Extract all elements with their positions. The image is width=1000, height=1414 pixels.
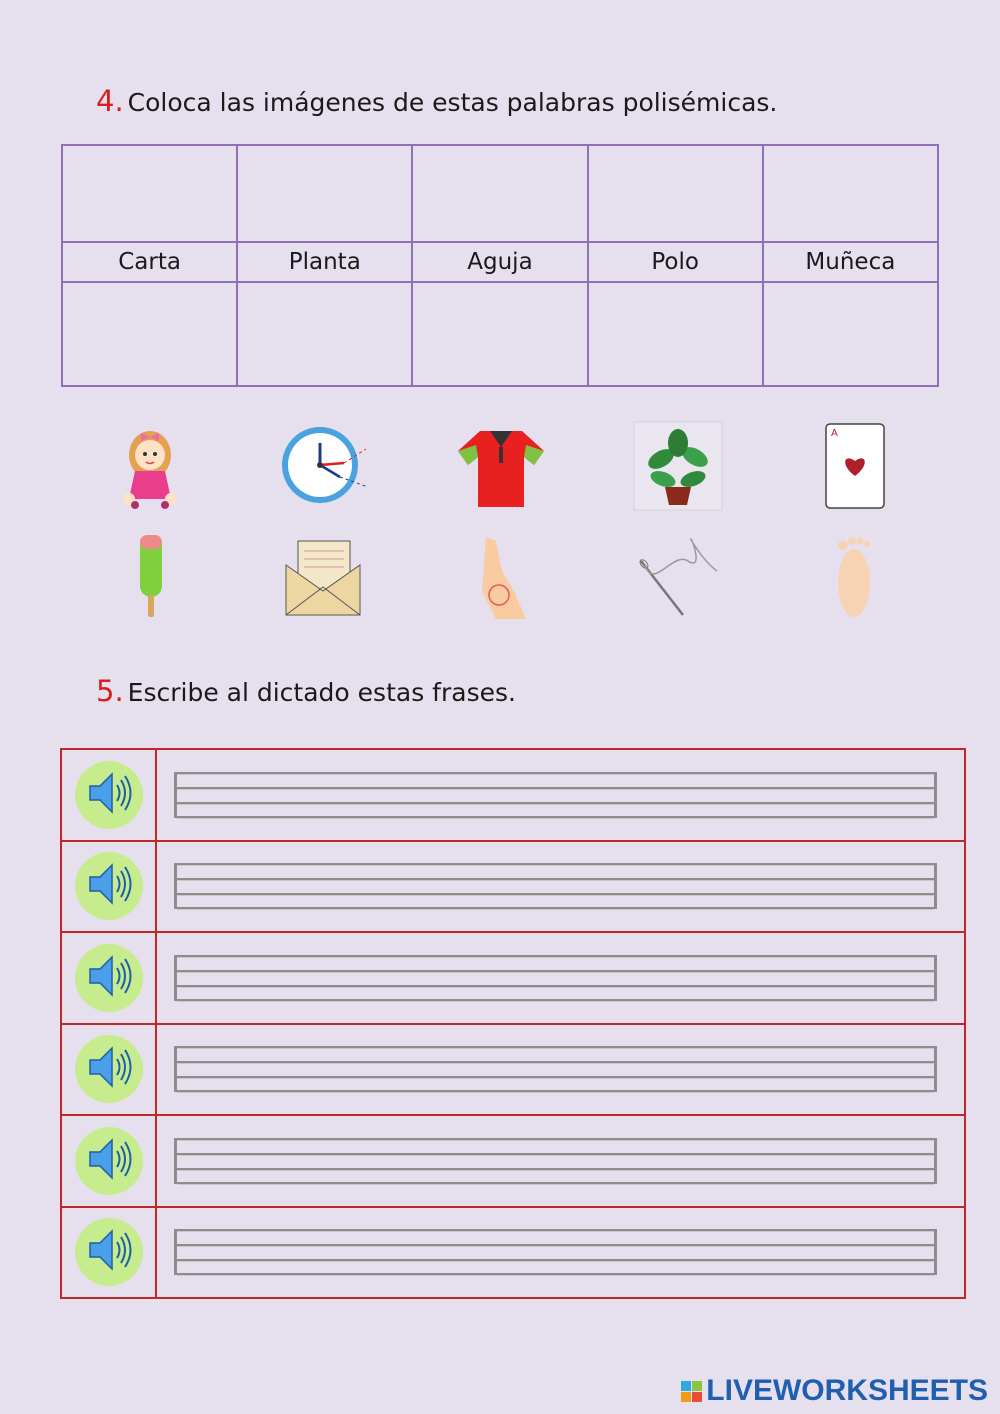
popsicle-icon[interactable] bbox=[105, 531, 195, 621]
answer-cell bbox=[156, 1024, 965, 1116]
speaker-icon bbox=[84, 1225, 134, 1279]
exercise-4-instruction: Coloca las imágenes de estas palabras polisémicas. bbox=[127, 88, 778, 117]
word-carta: Carta bbox=[62, 242, 237, 282]
handwriting-lines bbox=[174, 1046, 937, 1092]
speaker-cell bbox=[61, 749, 156, 841]
drop-zone-top-4[interactable] bbox=[588, 145, 763, 242]
answer-input[interactable] bbox=[177, 1229, 934, 1275]
brand-logo bbox=[681, 1374, 988, 1408]
answer-cell bbox=[156, 749, 965, 841]
dictation-row bbox=[61, 1115, 965, 1207]
dictation-table bbox=[60, 748, 966, 1299]
wrist-icon[interactable] bbox=[456, 531, 546, 621]
clock-icon[interactable] bbox=[278, 421, 368, 511]
answer-cell bbox=[156, 932, 965, 1024]
exercise-5-number: 5. bbox=[96, 674, 124, 708]
speaker-icon bbox=[84, 859, 134, 913]
drop-zone-top-1[interactable] bbox=[62, 145, 237, 242]
speaker-cell bbox=[61, 1024, 156, 1116]
drop-zone-bottom-4[interactable] bbox=[588, 282, 763, 386]
speaker-icon bbox=[84, 1042, 134, 1096]
answer-cell bbox=[156, 841, 965, 933]
drop-zone-bottom-5[interactable] bbox=[763, 282, 938, 386]
dictation-row bbox=[61, 1024, 965, 1116]
dictation-row bbox=[61, 1207, 965, 1299]
drop-zone-top-5[interactable] bbox=[763, 145, 938, 242]
speaker-icon bbox=[84, 951, 134, 1005]
doll-icon[interactable] bbox=[105, 421, 195, 511]
drop-zone-bottom-1[interactable] bbox=[62, 282, 237, 386]
answer-cell bbox=[156, 1207, 965, 1299]
foot-sole-icon[interactable] bbox=[810, 531, 900, 621]
play-audio-button[interactable] bbox=[75, 1035, 143, 1103]
dictation-row bbox=[61, 932, 965, 1024]
exercise-5-instruction: Escribe al dictado estas frases. bbox=[127, 678, 516, 707]
dictation-row bbox=[61, 841, 965, 933]
dictation-row bbox=[61, 749, 965, 841]
handwriting-lines bbox=[174, 772, 937, 818]
exercise-5-heading bbox=[96, 674, 516, 708]
speaker-cell bbox=[61, 932, 156, 1024]
brand-text: LIVEWORKSHEETS bbox=[706, 1374, 988, 1407]
playing-card-icon[interactable] bbox=[810, 421, 900, 511]
potted-plant-icon[interactable] bbox=[633, 421, 723, 511]
word-aguja: Aguja bbox=[412, 242, 587, 282]
polo-shirt-icon[interactable] bbox=[456, 421, 546, 511]
answer-cell bbox=[156, 1115, 965, 1207]
speaker-cell bbox=[61, 841, 156, 933]
envelope-letter-icon[interactable] bbox=[278, 531, 368, 621]
answer-input[interactable] bbox=[177, 955, 934, 1001]
speaker-cell bbox=[61, 1115, 156, 1207]
drop-zone-bottom-2[interactable] bbox=[237, 282, 412, 386]
needle-thread-icon[interactable] bbox=[633, 531, 723, 621]
exercise-4-number: 4. bbox=[96, 84, 124, 118]
speaker-cell bbox=[61, 1207, 156, 1299]
handwriting-lines bbox=[174, 863, 937, 909]
exercise-4-heading bbox=[96, 84, 777, 118]
answer-input[interactable] bbox=[177, 1138, 934, 1184]
speaker-icon bbox=[84, 1134, 134, 1188]
handwriting-lines bbox=[174, 1138, 937, 1184]
word-planta: Planta bbox=[237, 242, 412, 282]
speaker-icon bbox=[84, 768, 134, 822]
word-polo: Polo bbox=[588, 242, 763, 282]
drop-zone-top-2[interactable] bbox=[237, 145, 412, 242]
play-audio-button[interactable] bbox=[75, 852, 143, 920]
answer-input[interactable] bbox=[177, 1046, 934, 1092]
word-muneca: Muñeca bbox=[763, 242, 938, 282]
play-audio-button[interactable] bbox=[75, 944, 143, 1012]
answer-input[interactable] bbox=[177, 863, 934, 909]
play-audio-button[interactable] bbox=[75, 1127, 143, 1195]
answer-input[interactable] bbox=[177, 772, 934, 818]
svg-text:A: A bbox=[831, 428, 838, 439]
matching-grid bbox=[61, 144, 939, 387]
handwriting-lines bbox=[174, 1229, 937, 1275]
handwriting-lines bbox=[174, 955, 937, 1001]
play-audio-button[interactable] bbox=[75, 1218, 143, 1286]
drop-zone-top-3[interactable] bbox=[412, 145, 587, 242]
brand-mark-icon bbox=[681, 1381, 702, 1402]
drop-zone-bottom-3[interactable] bbox=[412, 282, 587, 386]
play-audio-button[interactable] bbox=[75, 761, 143, 829]
